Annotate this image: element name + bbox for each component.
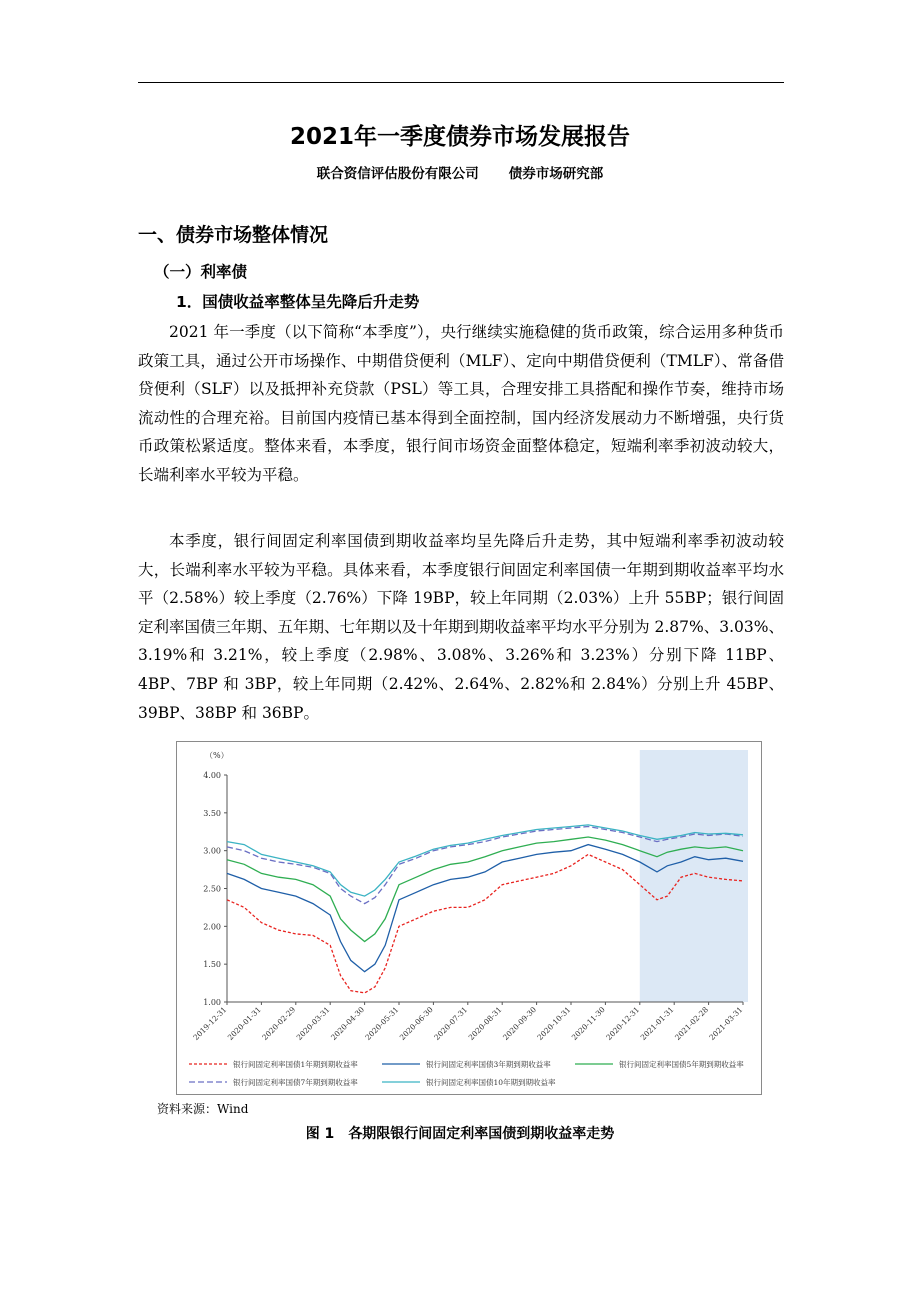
x-tick-label: 2020-06-30	[397, 1005, 435, 1042]
yield-chart	[176, 741, 762, 1095]
x-tick-label: 2021-03-31	[707, 1005, 745, 1042]
figure-source: 资料来源：Wind	[157, 1102, 249, 1116]
x-tick-label: 2019-12-31	[191, 1005, 229, 1042]
x-tick-label: 2020-12-31	[604, 1005, 642, 1042]
header-rule	[138, 82, 784, 83]
x-tick-label: 2020-01-31	[225, 1005, 263, 1042]
shaded-period	[640, 750, 748, 1002]
y-tick-label: 3.00	[203, 846, 221, 856]
legend-label-5: 银行间固定利率国债10年期到期收益率	[426, 1078, 556, 1087]
figure-number: 图 1	[305, 1126, 335, 1142]
x-tick-label: 2020-02-29	[260, 1005, 298, 1042]
report-title: 2021年一季度债券市场发展报告	[289, 124, 630, 150]
x-tick-label: 2020-05-31	[363, 1005, 401, 1042]
x-tick-label: 2020-10-31	[535, 1005, 573, 1042]
x-tick-label: 2020-04-30	[329, 1005, 367, 1042]
y-unit-label: （%）	[205, 751, 229, 760]
legend-label-3: 银行间固定利率国债5年期到期收益率	[619, 1060, 744, 1069]
subsection-heading: （一）利率债	[154, 263, 248, 281]
x-tick-label: 2020-09-30	[501, 1005, 539, 1042]
paragraph-2: 本季度，银行间固定利率国债到期收益率均呈先降后升走势，其中短端利率季初波动较大，长端利率水平较为平稳。具体来看，本季度银行间固定利率国债一年期到期收益率平均水平（2.58%）较上季度（2.76%）下降 19BP，较上年同期（2.03%）上升 55BP；银行间固定利率国债三年期、五年期、七年期以及十年期到期收益率平均水平分别为 2.87%、3.03%、3.19%和 3.21%，较上季度（2.98%、3.08%、3.26%和 3.23%）分别下降 11BP、4BP、7BP 和 3BP，较上年同期（2.42%、2.64%、2.82%和 2.84%）分别上升 45BP、39BP、38BP 和 36BP。	[138, 532, 784, 722]
figure-caption	[0, 1123, 920, 1143]
y-tick-label: 1.50	[203, 960, 221, 970]
legend-label-4: 银行间固定利率国债7年期到期收益率	[233, 1078, 358, 1087]
x-tick-label: 2020-07-31	[432, 1005, 470, 1042]
y-tick-label: 2.00	[203, 922, 221, 932]
org-name: 联合资信评估股份有限公司	[316, 166, 479, 182]
subsubsection-heading: 1．国债收益率整体呈先降后升走势	[176, 293, 420, 311]
figure-title: 各期限银行间固定利率国债到期收益率走势	[348, 1126, 615, 1142]
legend-label-2: 银行间固定利率国债3年期到期收益率	[426, 1060, 551, 1069]
yield-chart-svg	[177, 742, 761, 1094]
paragraph-1: 2021 年一季度（以下简称“本季度”），央行继续实施稳健的货币政策，综合运用多种货币政策工具，通过公开市场操作、中期借贷便利（MLF）、定向中期借贷便利（TMLF）、常备借贷便利（SLF）以及抵押补充贷款（PSL）等工具，合理安排工具搭配和操作节奏，维持市场流动性的合理充裕。目前国内疫情已基本得到全面控制，国内经济发展动力不断增强，央行货币政策松紧适度。整体来看，本季度，银行间市场资金面整体稳定，短端利率季初波动较大，长端利率水平较为平稳。	[138, 323, 784, 484]
x-tick-label: 2020-11-30	[569, 1005, 607, 1042]
dept-name: 债券市场研究部	[508, 166, 604, 182]
y-tick-label: 4.00	[203, 771, 221, 780]
y-tick-label: 3.50	[203, 808, 221, 818]
x-tick-label: 2021-01-31	[638, 1005, 676, 1042]
legend-label-1: 银行间固定利率国债1年期到期收益率	[233, 1060, 358, 1069]
y-tick-label: 2.50	[203, 884, 221, 894]
x-tick-label: 2020-03-31	[294, 1005, 332, 1042]
section-heading: 一、债券市场整体情况	[138, 224, 329, 246]
report-byline	[0, 162, 920, 182]
x-tick-label: 2021-02-28	[673, 1005, 711, 1042]
x-tick-label: 2020-08-31	[466, 1005, 504, 1042]
y-tick-label: 1.00	[203, 998, 221, 1007]
